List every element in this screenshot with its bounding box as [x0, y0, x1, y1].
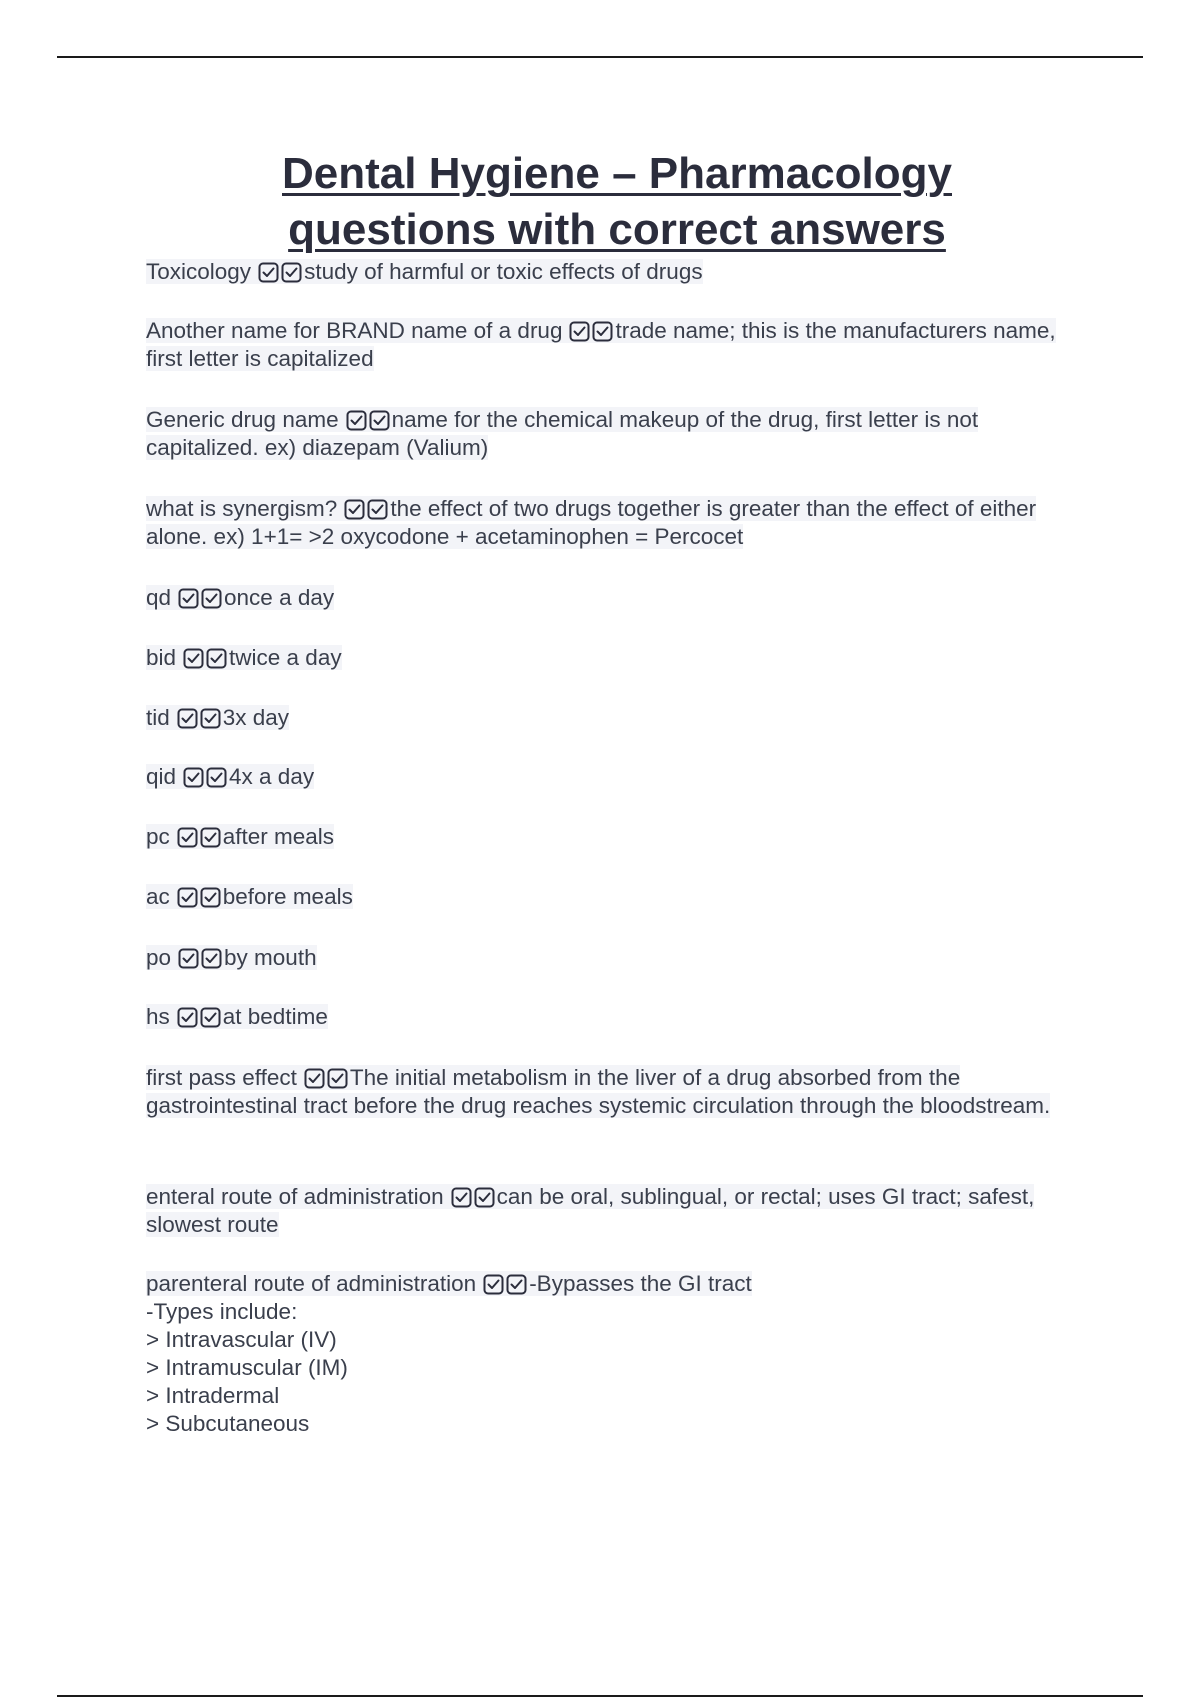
types-include-line: -Types include:	[146, 1299, 298, 1324]
checked-box-icon	[201, 588, 222, 609]
top-rule	[57, 56, 1143, 58]
checked-box-icon	[178, 948, 199, 969]
checked-box-icon	[346, 410, 367, 431]
checked-box-icon	[206, 648, 227, 669]
checked-box-icon	[258, 262, 279, 283]
checked-box-icon	[369, 410, 390, 431]
qa-entry-hs	[146, 1003, 1066, 1031]
question-text: pc	[146, 824, 170, 849]
qa-entry-qid	[146, 763, 1066, 791]
checked-box-icon	[592, 321, 613, 342]
title-line-2: questions with correct answers	[288, 205, 946, 254]
question-text: tid	[146, 705, 170, 730]
answer-text: trade name; this is the manufacturers name, first letter is capitalized	[146, 318, 1056, 371]
type-item-iv: > Intravascular (IV)	[146, 1327, 337, 1352]
qa-entry-toxicology	[146, 258, 1066, 286]
checked-box-icon	[183, 767, 204, 788]
question-text: bid	[146, 645, 177, 670]
answer-text: can be oral, sublingual, or rectal; uses GI tract; safest, slowest route	[146, 1184, 1035, 1237]
page-title	[0, 146, 1200, 258]
question-text: enteral route of administration	[146, 1184, 444, 1209]
question-text: what is synergism?	[146, 496, 338, 521]
checked-box-icon	[451, 1187, 472, 1208]
answer-text: twice a day	[229, 645, 342, 670]
checked-box-icon	[177, 887, 198, 908]
checked-box-icon	[200, 1007, 221, 1028]
answer-text: at bedtime	[222, 1004, 328, 1029]
answer-text: study of harmful or toxic effects of drugs	[304, 259, 703, 284]
checked-box-icon	[569, 321, 590, 342]
answer-text: before meals	[222, 884, 353, 909]
answer-text: after meals	[222, 824, 335, 849]
checked-box-icon	[304, 1068, 325, 1089]
qa-entry-bid	[146, 644, 1066, 672]
checked-box-icon	[178, 588, 199, 609]
checked-box-icon	[327, 1068, 348, 1089]
question-text: hs	[146, 1004, 170, 1029]
answer-text: -Bypasses the GI tract	[529, 1271, 752, 1296]
answer-text: 3x day	[222, 705, 290, 730]
question-text: Toxicology	[146, 259, 252, 284]
qa-entry-pc	[146, 823, 1066, 851]
checked-box-icon	[474, 1187, 495, 1208]
checked-box-icon	[200, 887, 221, 908]
checked-box-icon	[506, 1274, 527, 1295]
qa-entry-synergism	[146, 495, 1066, 551]
checked-box-icon	[183, 648, 204, 669]
checked-box-icon	[177, 1007, 198, 1028]
question-text: ac	[146, 884, 170, 909]
question-text: parenteral route of administration	[146, 1271, 477, 1296]
answer-text: The initial metabolism in the liver of a drug absorbed from the gastrointestinal tract before the drug reaches systemic circulation through the bloodstream.	[146, 1065, 1051, 1118]
checked-box-icon	[206, 767, 227, 788]
qa-entry-enteral-route	[146, 1183, 1066, 1239]
qa-entry-qd	[146, 584, 1066, 612]
question-text: qd	[146, 585, 172, 610]
type-item-im: > Intramuscular (IM)	[146, 1355, 348, 1380]
qa-entry-parenteral-route	[146, 1270, 1066, 1438]
checked-box-icon	[201, 948, 222, 969]
answer-text: 4x a day	[229, 764, 315, 789]
qa-entry-brand-name	[146, 317, 1066, 373]
title-line-1: Dental Hygiene – Pharmacology	[282, 149, 952, 198]
checked-box-icon	[344, 499, 365, 520]
checked-box-icon	[200, 827, 221, 848]
answer-text: the effect of two drugs together is greater than the effect of either alone. ex) 1+1= >2 oxycodone + acetaminophen = Percocet	[146, 496, 1037, 549]
checked-box-icon	[281, 262, 302, 283]
checked-box-icon	[483, 1274, 504, 1295]
qa-entry-po	[146, 944, 1066, 972]
checked-box-icon	[177, 708, 198, 729]
question-text: qid	[146, 764, 177, 789]
qa-entry-generic-name	[146, 406, 1066, 462]
question-text: Generic drug name	[146, 407, 339, 432]
answer-text: name for the chemical makeup of the drug, first letter is not capitalized. ex) diazepam (Valium)	[146, 407, 979, 460]
answer-text: once a day	[224, 585, 335, 610]
answer-text: by mouth	[224, 945, 317, 970]
question-text: first pass effect	[146, 1065, 297, 1090]
question-text: Another name for BRAND name of a drug	[146, 318, 563, 343]
bottom-rule	[57, 1695, 1143, 1697]
type-item-subcutaneous: > Subcutaneous	[146, 1411, 310, 1436]
qa-entry-first-pass-effect	[146, 1064, 1066, 1120]
checked-box-icon	[200, 708, 221, 729]
checked-box-icon	[177, 827, 198, 848]
type-item-intradermal: > Intradermal	[146, 1383, 280, 1408]
checked-box-icon	[367, 499, 388, 520]
question-text: po	[146, 945, 172, 970]
qa-entry-tid	[146, 704, 1066, 732]
qa-entry-ac	[146, 883, 1066, 911]
